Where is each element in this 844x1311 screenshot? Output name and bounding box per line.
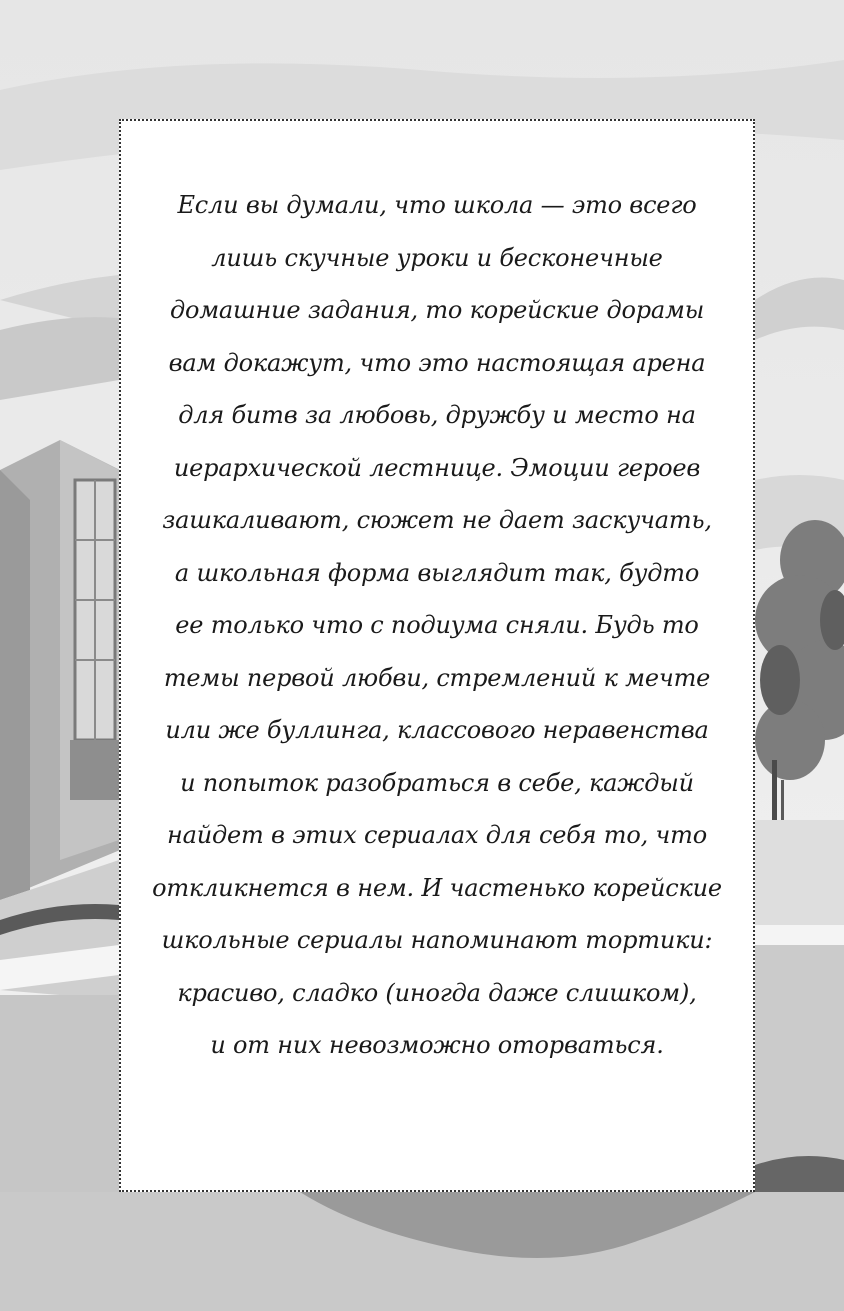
paragraph-line: найдет в этих сериалах для себя то, что (167, 821, 707, 849)
paragraph-line: красиво, сладко (иногда даже слишком), (177, 978, 697, 1007)
paragraph-line: или же буллинга, классового неравенства (165, 716, 709, 744)
paragraph-line: и от них невозможно оторваться. (210, 1031, 664, 1059)
paragraph-line: школьные сериалы напоминают тортики: (161, 926, 713, 954)
paragraph-line: откликнется в нем. И частенько корейские (152, 873, 722, 902)
paragraph-line: ее только что с подиума сняли. Будь то (175, 611, 699, 639)
paragraph-line: зашкаливают, сюжет не дает заскучать, (162, 506, 712, 534)
paragraph-line: темы первой любви, стремлений к мечте (163, 663, 711, 692)
paragraph-line: и попыток разобраться в себе, каждый (180, 768, 694, 797)
paragraph-line: а школьная форма выглядит так, будто (174, 558, 700, 587)
paragraph-line: для битв за любовь, дружбу и место на (178, 401, 696, 429)
paragraph-line: Если вы думали, что школа — это всего (177, 191, 697, 219)
text-card (119, 119, 755, 1192)
paragraph-line: иерархической лестнице. Эмоции героев (173, 453, 701, 482)
paragraph-line: лишь скучные уроки и бесконечные (211, 243, 663, 272)
paragraph-line: вам докажут, что это настоящая арена (168, 348, 706, 377)
paragraph (121, 179, 753, 1072)
paragraph-line: домашние задания, то корейские дорамы (169, 296, 705, 324)
